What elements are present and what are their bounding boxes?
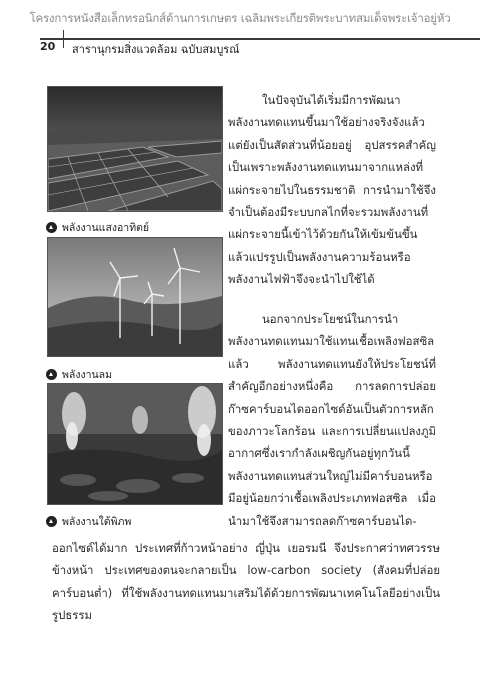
- body-paragraph-2: นอกจากประโยชน์ในการนำพลังงานทดแทนมาใช้แทนเชื้อเพลิงฟอสซิลแล้ว พลังงานทดแทนยังให้ประโยชน์ที่สำคัญอีกอย่างหนึ่งคือ การลดการปล่อยก๊าซคาร์บอนไดออกไซด์อันเป็นตัวการหลักของภาวะโลกร้อน และการเปลี่ยนแปลงภูมิอากาศซึ่งเรากำลังเผชิญกันอยู่ทุกวันนี้ พลังงานทดแทนส่วนใหญ่ไม่มีคาร์บอนหรือมีอยู่น้อยกว่าเชื้อเพลิงประเภทฟอสซิล เมื่อนำมาใช้จึงสามารถลดก๊าซคาร์บอนได-: [228, 312, 436, 528]
- book-title: โครงการหนังสือเล็กทรอนิกส์ด้านการเกษตร เฉลิมพระเกียรติพระบาทสมเด็จพระเจ้าอยู่หัว: [29, 11, 451, 25]
- caption-solar: [46, 219, 149, 236]
- caption-wind: [46, 366, 112, 383]
- body-paragraph-1: ในปัจจุบันได้เริ่มมีการพัฒนาพลังงานทดแทนขึ้นมาใช้อย่างจริงจังแล้ว แต่ยังเป็นสัดส่วนที่น้อยอยู่ อุปสรรคสำคัญเป็นเพราะพลังงานทดแทนมาจากแหล่งที่แผ่กระจายไปในธรรมชาติ การนำมาใช้จึงจำเป็นต้องมีระบบกลไกที่จะรวมพลังงานที่แผ่กระจายนี้เข้าไว้ด้วยกันให้เข้มข้นขึ้น แล้วแปรรูปเป็นพลังงานความร้อนหรือพลังงานไฟฟ้าจึงจะนำไปใช้ได้: [228, 93, 436, 287]
- caption-wind-text: พลังงานลม: [62, 369, 113, 381]
- wind-turbines-photo: [47, 237, 223, 357]
- triangle-circle-icon: [46, 516, 57, 527]
- page-number: 20: [40, 40, 56, 53]
- header-divider: [63, 30, 64, 48]
- caption-solar-text: พลังงานแสงอาทิตย์: [62, 222, 150, 234]
- geothermal-photo: [47, 383, 223, 505]
- triangle-circle-icon: [46, 369, 57, 380]
- caption-geothermal: [46, 513, 131, 530]
- running-title: สารานุกรมสิ่งแวดล้อม ฉบับสมบูรณ์: [72, 43, 240, 56]
- triangle-circle-icon: [46, 222, 57, 233]
- caption-geothermal-text: พลังงานใต้พิภพ: [62, 516, 132, 528]
- solar-panels-photo: [47, 86, 223, 212]
- body-paragraph-3: ออกไซด์ได้มาก ประเทศที่ก้าวหน้าอย่าง ญี่ปุ่น เยอรมนี จึงประกาศว่าทศวรรษข้างหน้า ประเทศของตนจะกลายเป็น low-carbon society (สังคมที่ปล่อยคาร์บอนต่ำ) ที่ใช้พลังงานทดแทนมาเสริมได้ด้วยการพัฒนาเทคโนโลยีอย่างเป็นรูปธรรม: [52, 541, 440, 623]
